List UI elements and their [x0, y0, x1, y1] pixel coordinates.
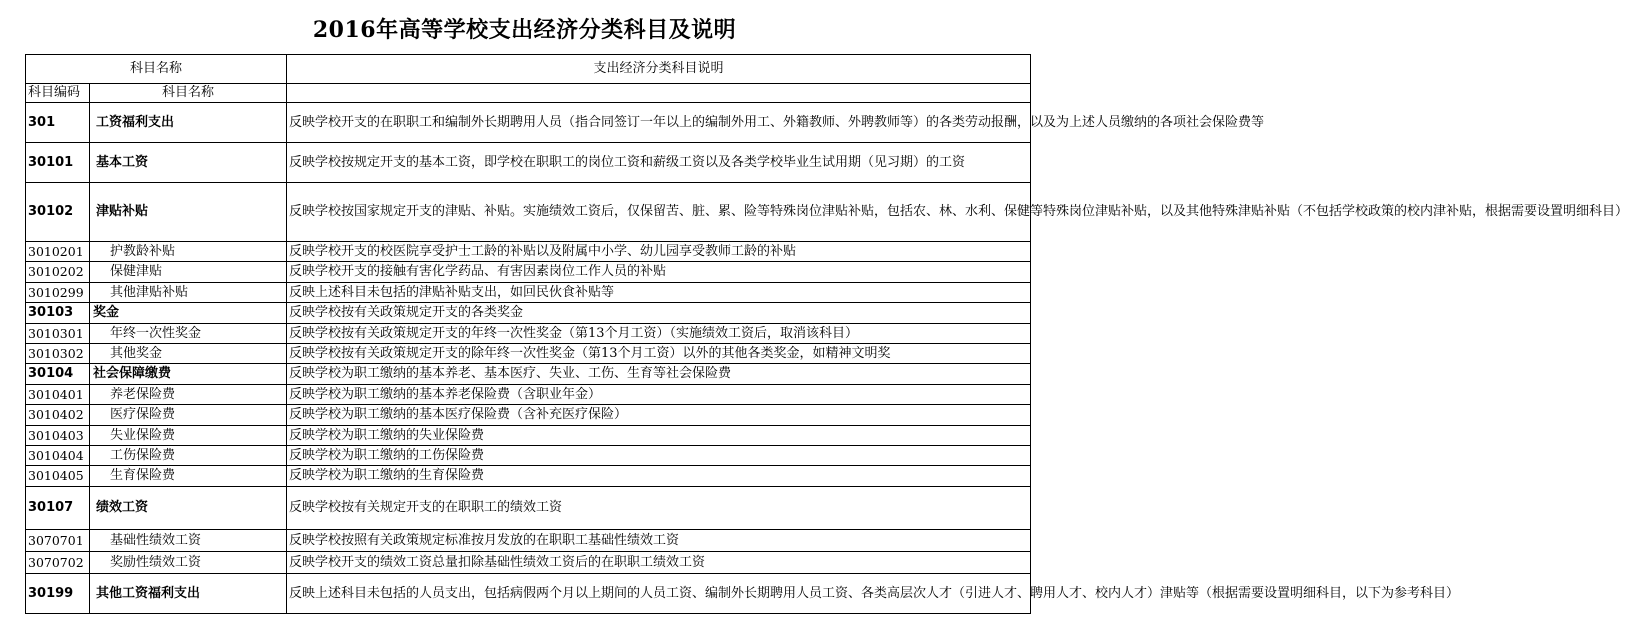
row-name: 奖励性绩效工资: [90, 551, 287, 573]
row-name: 工资福利支出: [90, 103, 287, 143]
table-row: [26, 529, 1031, 551]
table-row: [26, 446, 1031, 466]
row-desc: 反映学校按有关政策规定开支的各类奖金: [287, 303, 1031, 323]
table-row: [26, 143, 1031, 183]
table-row: [26, 303, 1031, 323]
row-name: 工伤保险费: [90, 446, 287, 466]
table-row: [26, 282, 1031, 302]
row-desc: 反映学校按有关规定开支的在职职工的绩效工资: [287, 486, 1031, 529]
row-code: 3010299: [26, 282, 90, 302]
row-code: 3070702: [26, 551, 90, 573]
row-name: 其他工资福利支出: [90, 573, 287, 613]
header-code: 科目编码: [26, 84, 90, 103]
row-desc: 反映学校按有关政策规定开支的年终一次性奖金（第13个月工资）（实施绩效工资后，取消该科目）: [287, 323, 1031, 343]
table-row: [26, 103, 1031, 143]
row-name: 绩效工资: [90, 486, 287, 529]
row-desc: 反映上述科目未包括的人员支出，包括病假两个月以上期间的人员工资、编制外长期聘用人员工资、各类高层次人才（引进人才、聘用人才、校内人才）津贴等（根据需要设置明细科目，以下为参考科目）: [287, 573, 1031, 613]
row-code: 3010202: [26, 262, 90, 282]
row-name: 生育保险费: [90, 466, 287, 486]
row-desc: 反映学校开支的接触有害化学药品、有害因素岗位工作人员的补贴: [287, 262, 1031, 282]
table-row: [26, 551, 1031, 573]
header-empty: [287, 84, 1031, 103]
row-name: 保健津贴: [90, 262, 287, 282]
row-desc: 反映学校为职工缴纳的工伤保险费: [287, 446, 1031, 466]
row-name: 奖金: [90, 303, 287, 323]
table-row: [26, 405, 1031, 425]
row-name: 养老保险费: [90, 384, 287, 404]
row-code: 30199: [26, 573, 90, 613]
row-desc: 反映学校开支的绩效工资总量扣除基础性绩效工资后的在职职工绩效工资: [287, 551, 1031, 573]
row-code: 30103: [26, 303, 90, 323]
table-row: [26, 344, 1031, 364]
row-code: 3010404: [26, 446, 90, 466]
row-desc: 反映学校按照有关政策规定标准按月发放的在职职工基础性绩效工资: [287, 529, 1031, 551]
row-name: 医疗保险费: [90, 405, 287, 425]
row-name: 年终一次性奖金: [90, 323, 287, 343]
row-code: 30101: [26, 143, 90, 183]
row-desc: 反映学校开支的在职职工和编制外长期聘用人员（指合同签订一年以上的编制外用工、外籍教师、外聘教师等）的各类劳动报酬，以及为上述人员缴纳的各项社会保险费等: [287, 103, 1031, 143]
table-row: [26, 183, 1031, 242]
row-name: 基本工资: [90, 143, 287, 183]
header-explanation: 支出经济分类科目说明: [287, 55, 1031, 84]
row-name: 其他奖金: [90, 344, 287, 364]
header-row: [26, 55, 1031, 84]
row-code: 3010403: [26, 425, 90, 445]
row-desc: 反映上述科目未包括的津贴补贴支出，如回民伙食补贴等: [287, 282, 1031, 302]
table-row: [26, 425, 1031, 445]
table-row: [26, 262, 1031, 282]
row-code: 3010301: [26, 323, 90, 343]
row-code: 3010405: [26, 466, 90, 486]
row-name: 其他津贴补贴: [90, 282, 287, 302]
row-code: 301: [26, 103, 90, 143]
row-desc: 反映学校开支的校医院享受护士工龄的补贴以及附属中小学、幼儿园享受教师工龄的补贴: [287, 242, 1031, 262]
table-row: [26, 486, 1031, 529]
row-code: 30104: [26, 364, 90, 384]
row-code: 3010201: [26, 242, 90, 262]
row-desc: 反映学校为职工缴纳的生育保险费: [287, 466, 1031, 486]
row-code: 3070701: [26, 529, 90, 551]
row-code: 30107: [26, 486, 90, 529]
row-desc: 反映学校按有关政策规定开支的除年终一次性奖金（第13个月工资）以外的其他各类奖金，如精神文明奖: [287, 344, 1031, 364]
row-code: 3010302: [26, 344, 90, 364]
row-name: 津贴补贴: [90, 183, 287, 242]
row-code: 3010402: [26, 405, 90, 425]
header-name: 科目名称: [90, 84, 287, 103]
row-desc: 反映学校为职工缴纳的失业保险费: [287, 425, 1031, 445]
row-name: 失业保险费: [90, 425, 287, 445]
table-row: [26, 466, 1031, 486]
row-name: 社会保障缴费: [90, 364, 287, 384]
row-desc: 反映学校为职工缴纳的基本养老保险费（含职业年金）: [287, 384, 1031, 404]
row-name: 护教龄补贴: [90, 242, 287, 262]
row-name: 基础性绩效工资: [90, 529, 287, 551]
header-subject-name: 科目名称: [26, 55, 287, 84]
subheader-row: [26, 84, 1031, 103]
row-code: 30102: [26, 183, 90, 242]
table-row: [26, 364, 1031, 384]
table-row: [26, 573, 1031, 613]
page-title: 2016年高等学校支出经济分类科目及说明: [312, 17, 737, 43]
row-desc: 反映学校为职工缴纳的基本养老、基本医疗、失业、工伤、生育等社会保险费: [287, 364, 1031, 384]
row-desc: 反映学校为职工缴纳的基本医疗保险费（含补充医疗保险）: [287, 405, 1031, 425]
row-desc: 反映学校按规定开支的基本工资，即学校在职职工的岗位工资和薪级工资以及各类学校毕业生试用期（见习期）的工资: [287, 143, 1031, 183]
table-row: [26, 323, 1031, 343]
table-row: [26, 242, 1031, 262]
row-desc: 反映学校按国家规定开支的津贴、补贴。实施绩效工资后，仅保留苦、脏、累、险等特殊岗位津贴补贴，包括农、林、水利、保健等特殊岗位津贴补贴，以及其他特殊津贴补贴（不包括学校政策的校内津补贴，根据需要设置明细科目）: [287, 183, 1031, 242]
table-row: [26, 384, 1031, 404]
subject-table: [25, 54, 1628, 614]
row-code: 3010401: [26, 384, 90, 404]
